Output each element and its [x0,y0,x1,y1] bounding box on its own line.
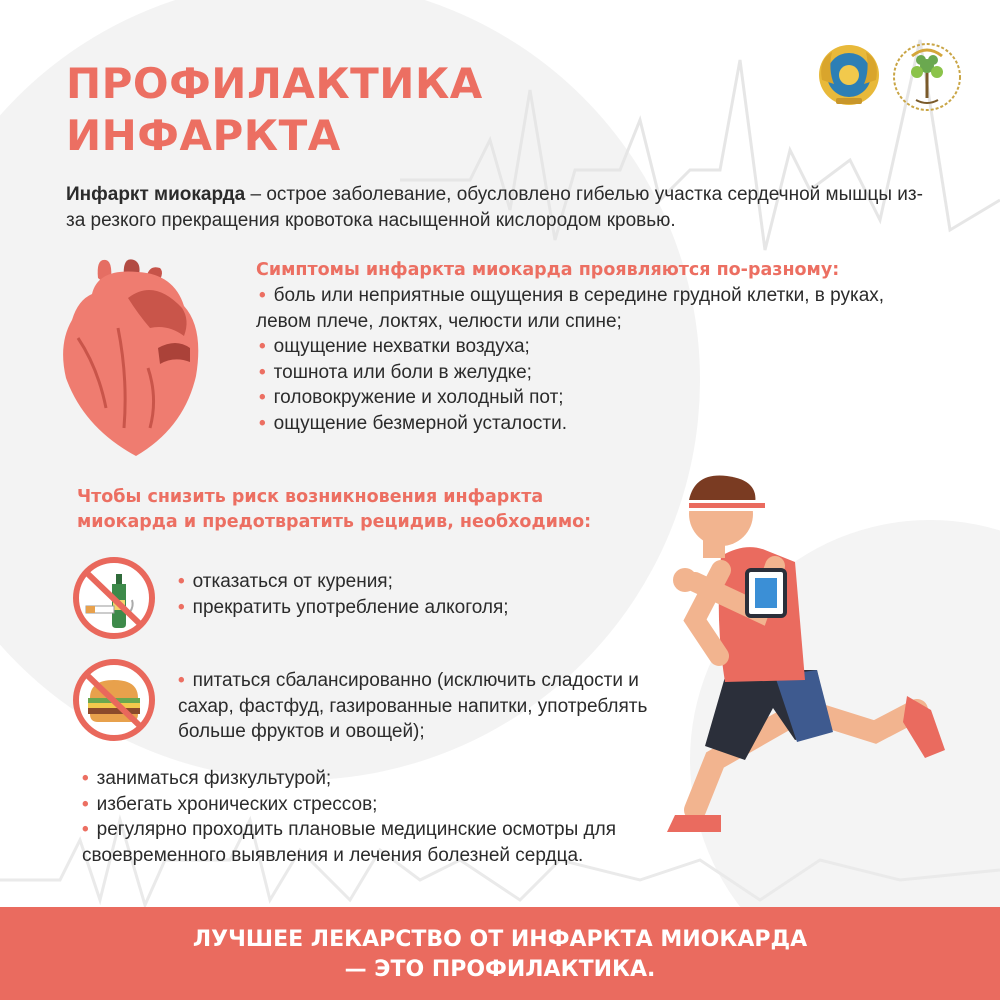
bullet-icon: • [178,571,185,592]
footer-slogan: ЛУЧШЕЕ ЛЕКАРСТВО ОТ ИНФАРКТА МИОКАРДА — ЭТО ПРОФИЛАКТИКА. [192,927,808,982]
intro-paragraph [66,182,926,234]
heart-icon [58,258,206,458]
list-item: • отказаться от курения; [178,571,393,592]
list-item: • боль или неприятные ощущения в середине грудной клетки, в руках, левом плече, локтях, челюсти или спине; [256,285,885,332]
prevention-group-2 [178,668,698,745]
runner-icon [655,470,955,850]
bullet-icon: • [259,412,266,434]
intro-definition: – острое заболевание, обусловлено гибелью участка сердечной мышцы из-за резкого прекращения кровотока насыщенной кислородом кровью. [66,184,923,231]
page-title [66,58,483,162]
list-item: • прекратить употребление алкоголя; [178,596,509,618]
symptoms-list [256,283,916,436]
bullet-icon: • [82,793,89,815]
bullet-icon: • [259,285,266,306]
list-item: • регулярно проходить плановые медицинские осмотры для своевременного выявления и лечения болезней сердца. [82,819,617,866]
bullet-icon: • [178,596,185,618]
list-item: • ощущение нехватки воздуха; [259,336,530,357]
list-item: • тошнота или боли в желудке; [259,361,532,383]
list-item: • головокружение и холодный пот; [259,387,564,408]
no-smoking-alcohol-icon [72,556,156,640]
prevention-heading: Чтобы снизить риск возникновения инфаркта миокарда и предотвратить рецидив, необходимо: [77,487,592,532]
list-item: • ощущение безмерной усталости. [259,412,567,434]
bullet-icon: • [178,670,185,691]
no-fastfood-icon [72,658,156,742]
title-line-1: ПРОФИЛАКТИКА [66,59,483,108]
symptoms-heading: Симптомы инфаркта миокарда проявляются по-разному: [256,260,840,280]
intro-term: Инфаркт миокарда [66,184,246,205]
bullet-icon: • [259,361,266,383]
prevention-group-1 [178,569,509,620]
prevention-group-3 [82,766,692,868]
list-item: • питаться сбалансированно (исключить сладости и сахар, фастфуд, газированные напитки, употреблять больше фруктов и овощей); [178,670,648,742]
list-item: • избегать хронических стрессов; [82,793,378,815]
list-item: • заниматься физкультурой; [82,768,332,789]
bullet-icon: • [259,336,266,357]
footer-banner [0,907,1000,1000]
bullet-icon: • [259,387,266,408]
title-line-2: ИНФАРКТА [66,111,341,160]
bullet-icon: • [82,819,89,840]
bullet-icon: • [82,768,89,789]
state-emblem-icon [816,40,882,110]
ministry-of-health-icon [888,38,966,116]
